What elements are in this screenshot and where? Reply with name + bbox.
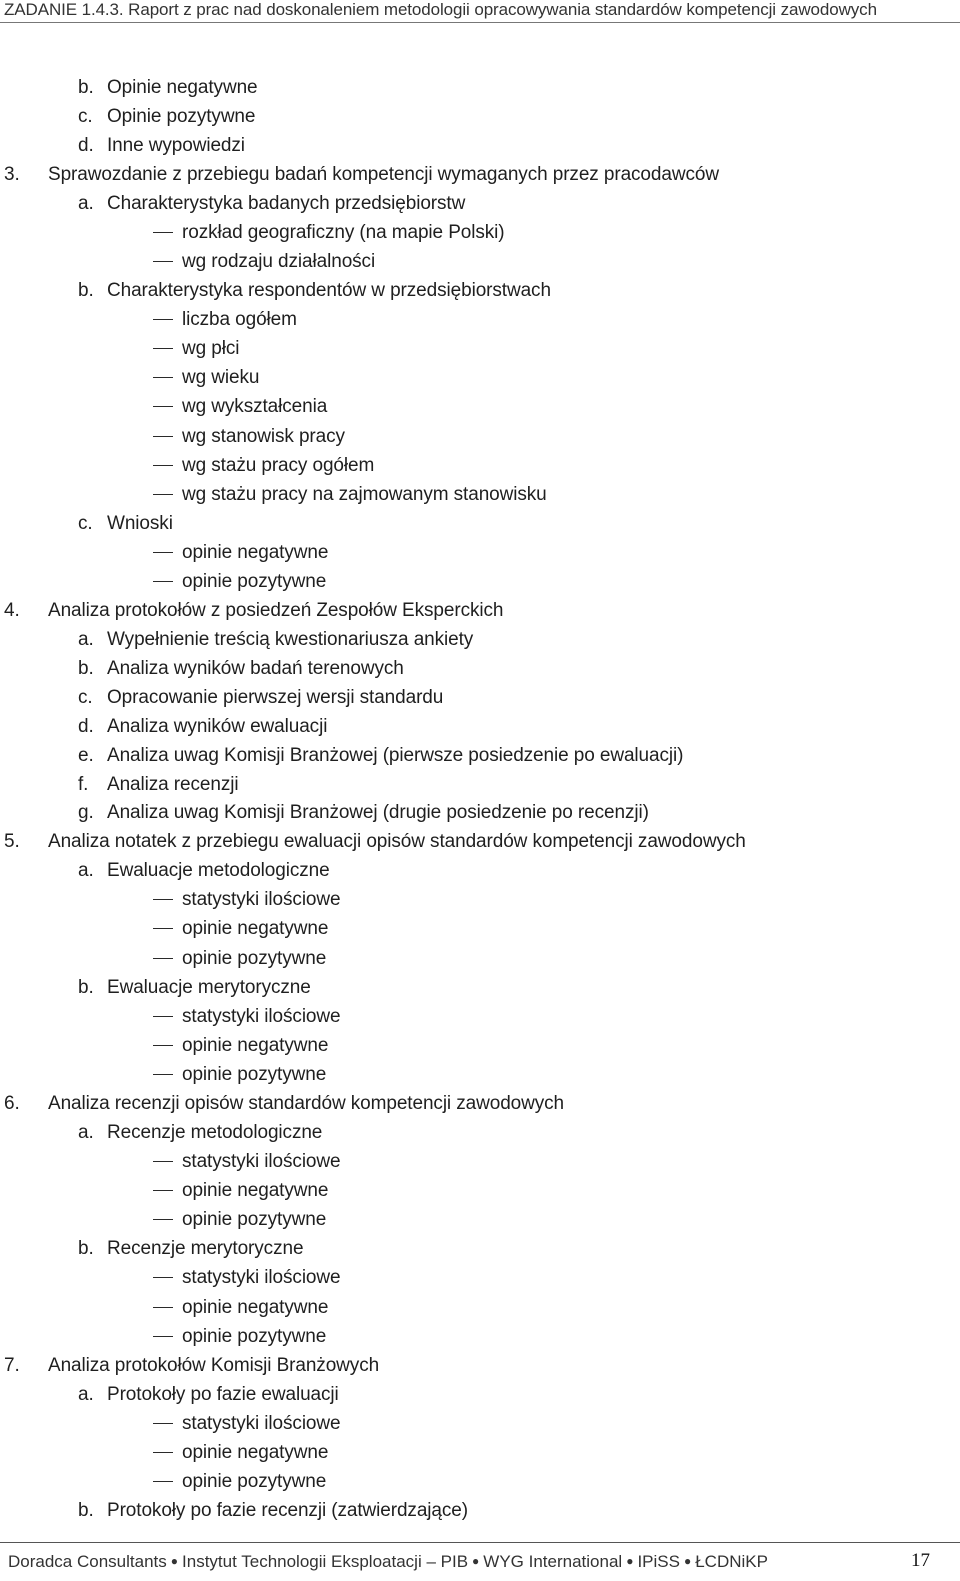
outline-text: Protokoły po fazie recenzji (zatwierdzające) — [107, 1500, 468, 1521]
outline-number: f. — [78, 774, 89, 795]
outline-number: b. — [78, 1238, 94, 1259]
outline-text: opinie negatywne — [182, 918, 329, 939]
outline-text: opinie negatywne — [182, 1297, 329, 1318]
dash-bullet-icon — [153, 958, 173, 959]
dash-bullet-icon — [153, 1045, 173, 1046]
outline-text: Recenzje metodologiczne — [107, 1122, 323, 1143]
page-footer — [0, 1540, 960, 1581]
outline-text: Analiza uwag Komisji Branżowej (pierwsze posiedzenie po ewaluacji) — [107, 745, 684, 766]
dash-bullet-icon — [153, 1074, 173, 1075]
outline-text: Inne wypowiedzi — [107, 135, 245, 156]
dash-bullet-icon — [153, 1481, 173, 1482]
outline-text: wg stażu pracy na zajmowanym stanowisku — [182, 484, 547, 505]
footer-partner: ŁCDNiKP — [695, 1552, 768, 1571]
dash-bullet-icon — [153, 465, 173, 466]
outline-text: opinie pozytywne — [182, 1471, 327, 1492]
outline-text: Charakterystyka badanych przedsiębiorstw — [107, 193, 466, 214]
outline-number: d. — [78, 135, 94, 156]
outline-text: wg wieku — [182, 367, 260, 388]
outline-number: a. — [78, 193, 94, 214]
outline-number: 3. — [4, 164, 20, 185]
outline-text: Charakterystyka respondentów w przedsiębiorstwach — [107, 280, 551, 301]
dash-bullet-icon — [153, 436, 173, 437]
footer-partner: Instytut Technologii Eksploatacji – PIB — [182, 1552, 469, 1571]
dash-bullet-icon — [153, 1161, 173, 1162]
outline-text: Sprawozdanie z przebiegu badań kompetencji wymaganych przez pracodawców — [48, 164, 719, 185]
dash-bullet-icon — [153, 319, 173, 320]
outline-text: opinie negatywne — [182, 1442, 329, 1463]
page-number: 17 — [911, 1550, 930, 1571]
bullet-separator-icon: ● — [626, 1554, 634, 1568]
bullet-separator-icon: ● — [170, 1554, 179, 1568]
dash-bullet-icon — [153, 377, 173, 378]
outline-number: c. — [78, 687, 93, 708]
dash-bullet-icon — [153, 1016, 173, 1017]
outline-text: Protokoły po fazie ewaluacji — [107, 1384, 339, 1405]
outline-number: a. — [78, 1384, 94, 1405]
page-header — [0, 0, 960, 24]
bullet-separator-icon: ● — [472, 1554, 480, 1568]
outline-number: 7. — [4, 1355, 20, 1376]
dash-bullet-icon — [153, 581, 173, 582]
outline-number: b. — [78, 977, 94, 998]
footer-partner: Doradca Consultants — [8, 1552, 167, 1571]
footer-rule — [0, 1542, 960, 1543]
outline-text: Ewaluacje merytoryczne — [107, 977, 311, 998]
outline-text: statystyki ilościowe — [182, 889, 341, 910]
outline-text: Analiza wyników badań terenowych — [107, 658, 404, 679]
outline-text: wg stażu pracy ogółem — [182, 455, 375, 476]
outline-text: Analiza protokołów Komisji Branżowych — [48, 1355, 380, 1376]
dash-bullet-icon — [153, 1277, 173, 1278]
dash-bullet-icon — [153, 494, 173, 495]
dash-bullet-icon — [153, 928, 173, 929]
outline-number: b. — [78, 658, 94, 679]
outline-text: wg stanowisk pracy — [182, 426, 345, 447]
dash-bullet-icon — [153, 1336, 173, 1337]
header-title: ZADANIE 1.4.3. Raport z prac nad doskonaleniem metodologii opracowywania standardów kompetencji zawodowych — [4, 0, 877, 19]
bullet-separator-icon: ● — [683, 1554, 692, 1568]
outline-text: statystyki ilościowe — [182, 1267, 341, 1288]
outline-text: statystyki ilościowe — [182, 1413, 341, 1434]
outline-number: a. — [78, 860, 94, 881]
dash-bullet-icon — [153, 348, 173, 349]
outline-number: 5. — [4, 831, 20, 852]
outline-number: d. — [78, 716, 94, 737]
outline-number: 6. — [4, 1093, 20, 1114]
outline-number: a. — [78, 629, 94, 650]
dash-bullet-icon — [153, 1423, 173, 1424]
outline-text: liczba ogółem — [182, 309, 297, 330]
outline-text: opinie pozytywne — [182, 1209, 327, 1230]
outline-text: wg wykształcenia — [182, 396, 328, 417]
outline-text: Analiza recenzji opisów standardów kompetencji zawodowych — [48, 1093, 565, 1114]
outline-text: Analiza notatek z przebiegu ewaluacji opisów standardów kompetencji zawodowych — [48, 831, 746, 852]
outline-text: rozkład geograficzny (na mapie Polski) — [182, 222, 505, 243]
outline-text: Recenzje merytoryczne — [107, 1238, 304, 1259]
outline-text: Wypełnienie treścią kwestionariusza ankiety — [107, 629, 474, 650]
dash-bullet-icon — [153, 406, 173, 407]
outline-number: 4. — [4, 600, 20, 621]
footer-partners — [8, 1552, 768, 1572]
outline-number: b. — [78, 280, 94, 301]
dash-bullet-icon — [153, 899, 173, 900]
outline-text: Analiza protokołów z posiedzeń Zespołów Eksperckich — [48, 600, 504, 621]
outline-text: wg płci — [182, 338, 240, 359]
outline-text: wg rodzaju działalności — [182, 251, 376, 272]
outline-text: Opinie negatywne — [107, 77, 258, 98]
outline-text: statystyki ilościowe — [182, 1151, 341, 1172]
dash-bullet-icon — [153, 1307, 173, 1308]
outline-text: Ewaluacje metodologiczne — [107, 860, 330, 881]
outline-text: statystyki ilościowe — [182, 1006, 341, 1027]
outline-number: g. — [78, 802, 94, 823]
dash-bullet-icon — [153, 261, 173, 262]
outline-text: opinie pozytywne — [182, 571, 327, 592]
outline-text: opinie negatywne — [182, 542, 329, 563]
outline-text: Wnioski — [107, 513, 173, 534]
header-rule — [0, 22, 960, 23]
dash-bullet-icon — [153, 1452, 173, 1453]
dash-bullet-icon — [153, 232, 173, 233]
outline-number: c. — [78, 106, 93, 127]
outline-number: e. — [78, 745, 94, 766]
outline-text: opinie pozytywne — [182, 1064, 327, 1085]
outline-number: c. — [78, 513, 93, 534]
dash-bullet-icon — [153, 1219, 173, 1220]
footer-partner: WYG International — [483, 1552, 623, 1571]
outline-number: a. — [78, 1122, 94, 1143]
dash-bullet-icon — [153, 1190, 173, 1191]
outline-text: Analiza recenzji — [107, 774, 239, 795]
outline-text: Analiza wyników ewaluacji — [107, 716, 328, 737]
outline-text: opinie pozytywne — [182, 1326, 327, 1347]
outline-number: b. — [78, 1500, 94, 1521]
outline-text: Opracowanie pierwszej wersji standardu — [107, 687, 444, 708]
footer-partner: IPiSS — [637, 1552, 680, 1571]
outline-text: Analiza uwag Komisji Branżowej (drugie posiedzenie po recenzji) — [107, 802, 649, 823]
outline-text: opinie pozytywne — [182, 948, 327, 969]
outline-text: opinie negatywne — [182, 1035, 329, 1056]
outline-text: Opinie pozytywne — [107, 106, 256, 127]
outline-number: b. — [78, 77, 94, 98]
outline-text: opinie negatywne — [182, 1180, 329, 1201]
dash-bullet-icon — [153, 552, 173, 553]
